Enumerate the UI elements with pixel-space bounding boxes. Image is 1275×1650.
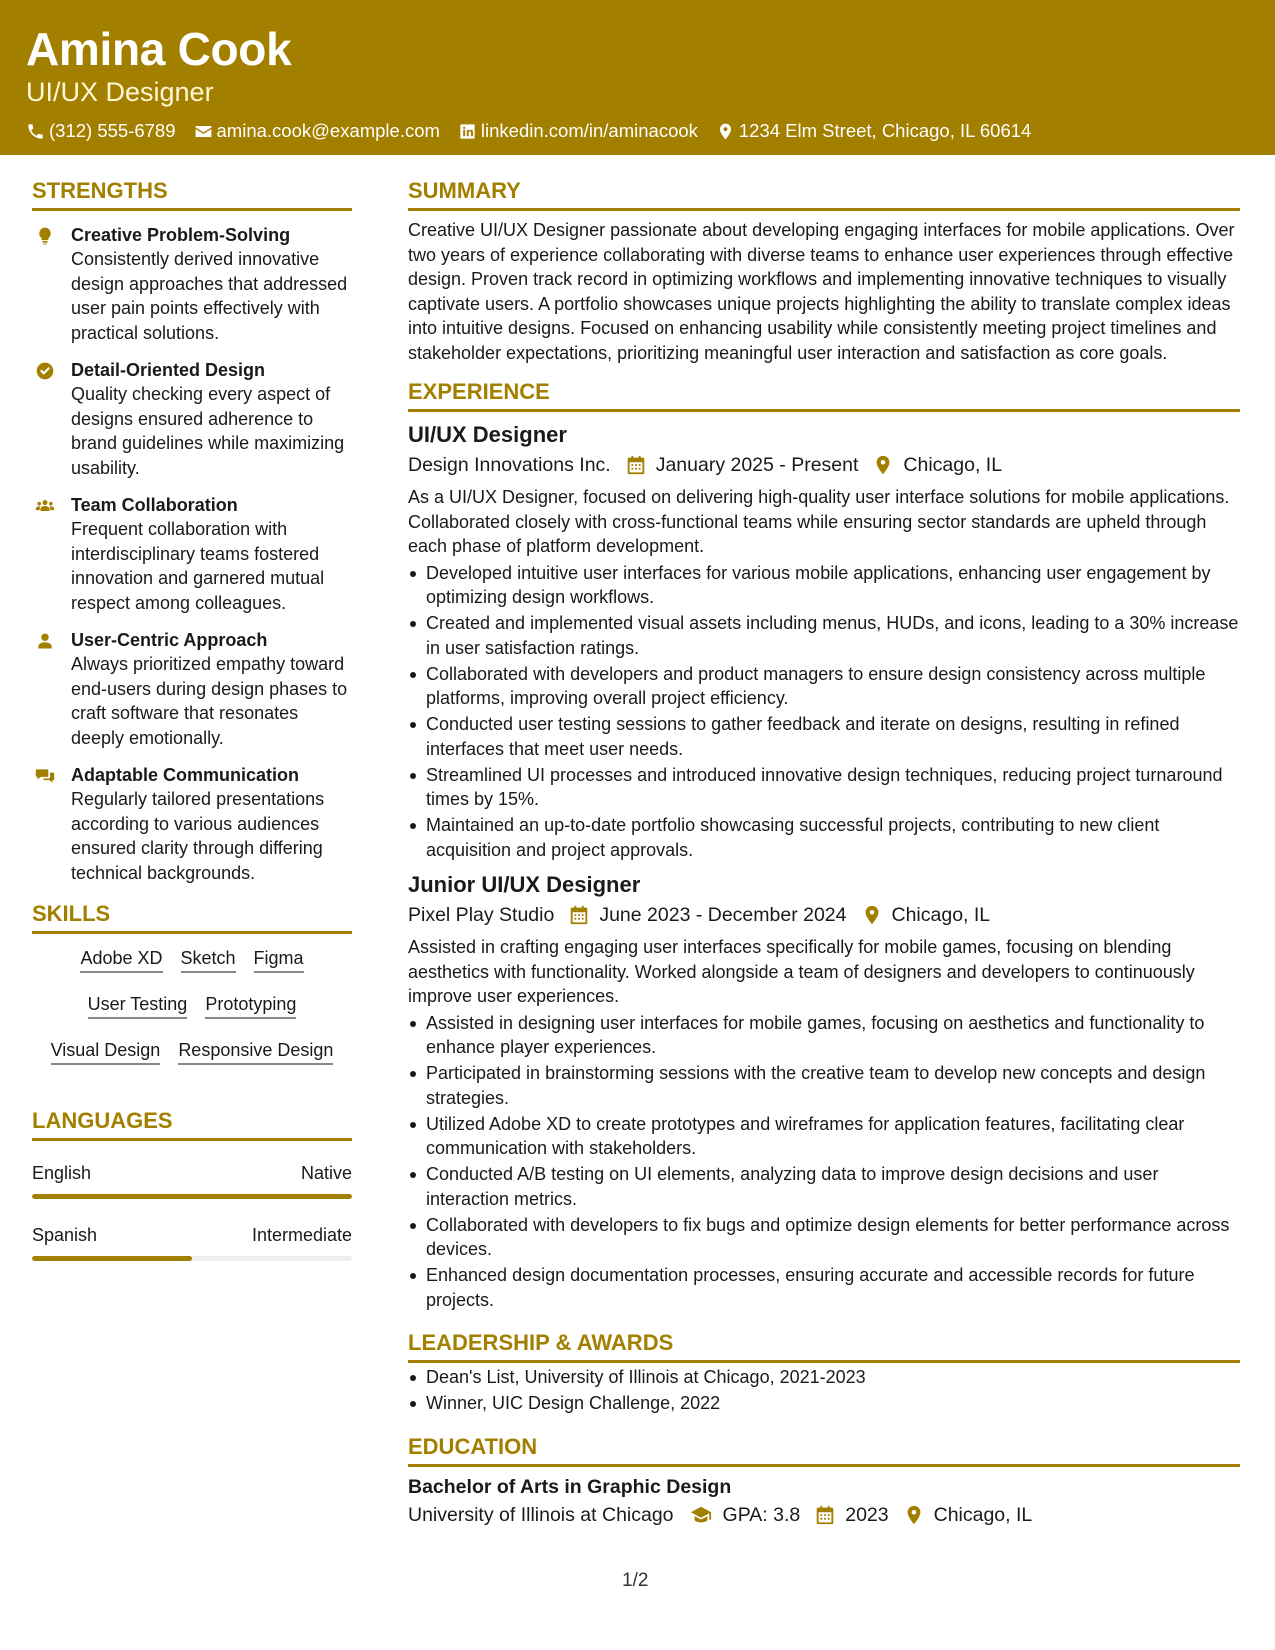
list-item: Developed intuitive user interfaces for various mobile applications, enhancing user engagement by optimizing design workflows. xyxy=(408,561,1240,610)
linkedin-icon xyxy=(458,122,477,141)
summary-heading: SUMMARY xyxy=(408,176,1240,211)
phone-text: (312) 555-6789 xyxy=(49,120,176,141)
strength-item xyxy=(32,358,352,480)
left-column xyxy=(32,176,352,1285)
list-item: Conducted user testing sessions to gather feedback and iterate on designs, resulting in refined interfaces that meet user needs. xyxy=(408,712,1240,761)
skill-tag: Responsive Design xyxy=(178,1038,333,1065)
map-pin-icon xyxy=(903,1504,925,1526)
right-column xyxy=(408,176,1240,1529)
gpa: GPA: 3.8 xyxy=(722,1503,801,1526)
envelope-icon xyxy=(194,122,213,141)
language-name: English xyxy=(32,1163,92,1183)
graduation-cap-icon xyxy=(688,1504,714,1526)
comments-icon xyxy=(34,766,56,786)
contact-bar xyxy=(26,120,1249,142)
job-entry xyxy=(408,870,1240,1312)
phone-icon xyxy=(26,122,45,141)
candidate-role: UI/UX Designer xyxy=(26,77,214,107)
user-icon xyxy=(34,631,56,651)
education-heading: EDUCATION xyxy=(408,1432,1240,1467)
calendar-icon xyxy=(568,904,590,926)
skills-list xyxy=(32,934,352,1084)
contact-address xyxy=(716,120,1031,142)
proficiency-bar xyxy=(32,1256,352,1261)
job-location: Chicago, IL xyxy=(891,904,991,926)
degree-title: Bachelor of Arts in Graphic Design xyxy=(408,1475,732,1498)
language-item xyxy=(32,1161,352,1199)
list-item: Dean's List, University of Illinois at Chicago, 2021-2023 xyxy=(408,1365,1240,1390)
job-entry xyxy=(408,420,1240,862)
job-title: Junior UI/UX Designer xyxy=(408,872,641,897)
skill-tag: User Testing xyxy=(88,992,188,1019)
job-description: As a UI/UX Designer, focused on delivering high-quality user interface solutions for mobile applications. Collaborated closely with cross-functional teams while ensuring sector standards are upheld through each phase of platform development. xyxy=(408,487,1230,556)
job-bullets xyxy=(408,561,1240,863)
strengths-list xyxy=(32,223,352,885)
list-item: Winner, UIC Design Challenge, 2022 xyxy=(408,1391,1240,1416)
strength-title: Creative Problem-Solving xyxy=(71,225,291,245)
languages-heading: LANGUAGES xyxy=(32,1106,352,1141)
job-bullets xyxy=(408,1011,1240,1313)
calendar-icon xyxy=(814,1504,836,1526)
leadership-list xyxy=(408,1365,1240,1416)
company-name: Design Innovations Inc. xyxy=(408,454,611,476)
list-item: Utilized Adobe XD to create prototypes and wireframes for application features, facilitating clear communication with stakeholders. xyxy=(408,1112,1240,1161)
list-item: Streamlined UI processes and introduced innovative design techniques, reducing project turnaround times by 15%. xyxy=(408,763,1240,812)
graduation-year: 2023 xyxy=(845,1503,889,1526)
strength-title: Detail-Oriented Design xyxy=(71,360,266,380)
strength-desc: Frequent collaboration with interdisciplinary teams fostered innovation and garnered mutual respect among colleagues. xyxy=(71,519,325,613)
strength-item xyxy=(32,763,352,885)
proficiency-fill xyxy=(32,1194,352,1199)
job-location: Chicago, IL xyxy=(903,454,1003,476)
candidate-name: Amina Cook xyxy=(26,23,292,75)
skill-tag: Figma xyxy=(254,946,304,973)
education-meta xyxy=(408,1501,1240,1529)
proficiency-fill xyxy=(32,1256,192,1261)
experience-heading: EXPERIENCE xyxy=(408,377,1240,412)
list-item: Created and implemented visual assets including menus, HUDs, and icons, leading to a 30% increase in user satisfaction ratings. xyxy=(408,611,1240,660)
job-title: UI/UX Designer xyxy=(408,422,567,447)
language-level: Intermediate xyxy=(251,1225,352,1245)
map-pin-icon xyxy=(861,904,883,926)
strength-item xyxy=(32,223,352,345)
contact-email[interactable] xyxy=(194,120,440,142)
language-name: Spanish xyxy=(32,1225,98,1245)
strength-item xyxy=(32,628,352,750)
skills-heading: SKILLS xyxy=(32,899,352,934)
proficiency-bar xyxy=(32,1194,352,1199)
leadership-heading: LEADERSHIP & AWARDS xyxy=(408,1328,1240,1363)
job-dates: June 2023 - December 2024 xyxy=(599,904,847,926)
summary-text: Creative UI/UX Designer passionate about developing engaging interfaces for mobile applications. Over two years of experience collaborating with diverse teams to enhance user experiences through effective design. Proven track record in optimizing workflows and implementing innovative techniques to visually captivate users. A portfolio showcases unique projects highlighting the ability to translate complex ideas into intuitive designs. Focused on enhancing usability while consistently meeting project timelines and stakeholder expectations, prioritizing meaningful user interaction and satisfaction as core goals. xyxy=(408,220,1235,363)
calendar-icon xyxy=(625,454,647,476)
strength-title: User-Centric Approach xyxy=(71,630,268,650)
check-circle-icon xyxy=(34,361,56,381)
language-level: Native xyxy=(300,1163,352,1183)
job-meta xyxy=(408,451,1240,479)
users-icon xyxy=(34,496,56,516)
list-item: Assisted in designing user interfaces for mobile games, focusing on aesthetics and functionality to enhance player experiences. xyxy=(408,1011,1240,1060)
skill-tag: Sketch xyxy=(181,946,236,973)
strength-desc: Regularly tailored presentations according to various audiences ensured clarity through differing technical backgrounds. xyxy=(71,789,325,883)
skill-tag: Adobe XD xyxy=(80,946,162,973)
skill-tag: Visual Design xyxy=(51,1038,161,1065)
job-description: Assisted in crafting engaging user interfaces specifically for mobile games, focusing on blending aesthetics with functionality. Worked alongside a team of designers and developers to continuously improve user experiences. xyxy=(408,937,1195,1006)
map-pin-icon xyxy=(716,122,735,141)
list-item: Maintained an up-to-date portfolio showcasing successful projects, contributing to new client acquisition and project approvals. xyxy=(408,813,1240,862)
strength-desc: Consistently derived innovative design approaches that addressed user pain points effectively with practical solutions. xyxy=(71,249,348,343)
strength-title: Adaptable Communication xyxy=(71,765,300,785)
linkedin-link[interactable]: linkedin.com/in/aminacook xyxy=(480,120,698,141)
languages-list xyxy=(32,1161,352,1261)
list-item: Enhanced design documentation processes, ensuring accurate and accessible records for future projects. xyxy=(408,1263,1240,1312)
skill-tag: Prototyping xyxy=(205,992,296,1019)
contact-phone xyxy=(26,120,176,142)
strength-desc: Always prioritized empathy toward end-users during design phases to craft software that resonates deeply emotionally. xyxy=(71,654,348,748)
job-meta xyxy=(408,901,1240,929)
address-text: 1234 Elm Street, Chicago, IL 60614 xyxy=(738,120,1032,141)
map-pin-icon xyxy=(872,454,894,476)
strength-item xyxy=(32,493,352,615)
education-location: Chicago, IL xyxy=(933,1503,1033,1526)
list-item: Collaborated with developers and product managers to ensure design consistency across multiple platforms, improving overall project efficiency. xyxy=(408,662,1240,711)
list-item: Conducted A/B testing on UI elements, analyzing data to improve design decisions and user interaction metrics. xyxy=(408,1162,1240,1211)
school-name: University of Illinois at Chicago xyxy=(408,1503,674,1526)
resume-header xyxy=(0,0,1275,155)
lightbulb-icon xyxy=(34,226,56,246)
strengths-heading: STRENGTHS xyxy=(32,176,352,211)
page-number: 1/2 xyxy=(622,1570,649,1591)
list-item: Collaborated with developers to fix bugs and optimize design elements for better performance across devices. xyxy=(408,1213,1240,1262)
contact-linkedin[interactable] xyxy=(458,120,698,142)
job-dates: January 2025 - Present xyxy=(655,454,859,476)
strength-desc: Quality checking every aspect of designs ensured adherence to brand guidelines while maximizing usability. xyxy=(71,384,345,478)
strength-title: Team Collaboration xyxy=(71,495,238,515)
language-item xyxy=(32,1223,352,1261)
list-item: Participated in brainstorming sessions with the creative team to develop new concepts and design strategies. xyxy=(408,1061,1240,1110)
company-name: Pixel Play Studio xyxy=(408,904,555,926)
email-link[interactable]: amina.cook@example.com xyxy=(216,120,440,141)
